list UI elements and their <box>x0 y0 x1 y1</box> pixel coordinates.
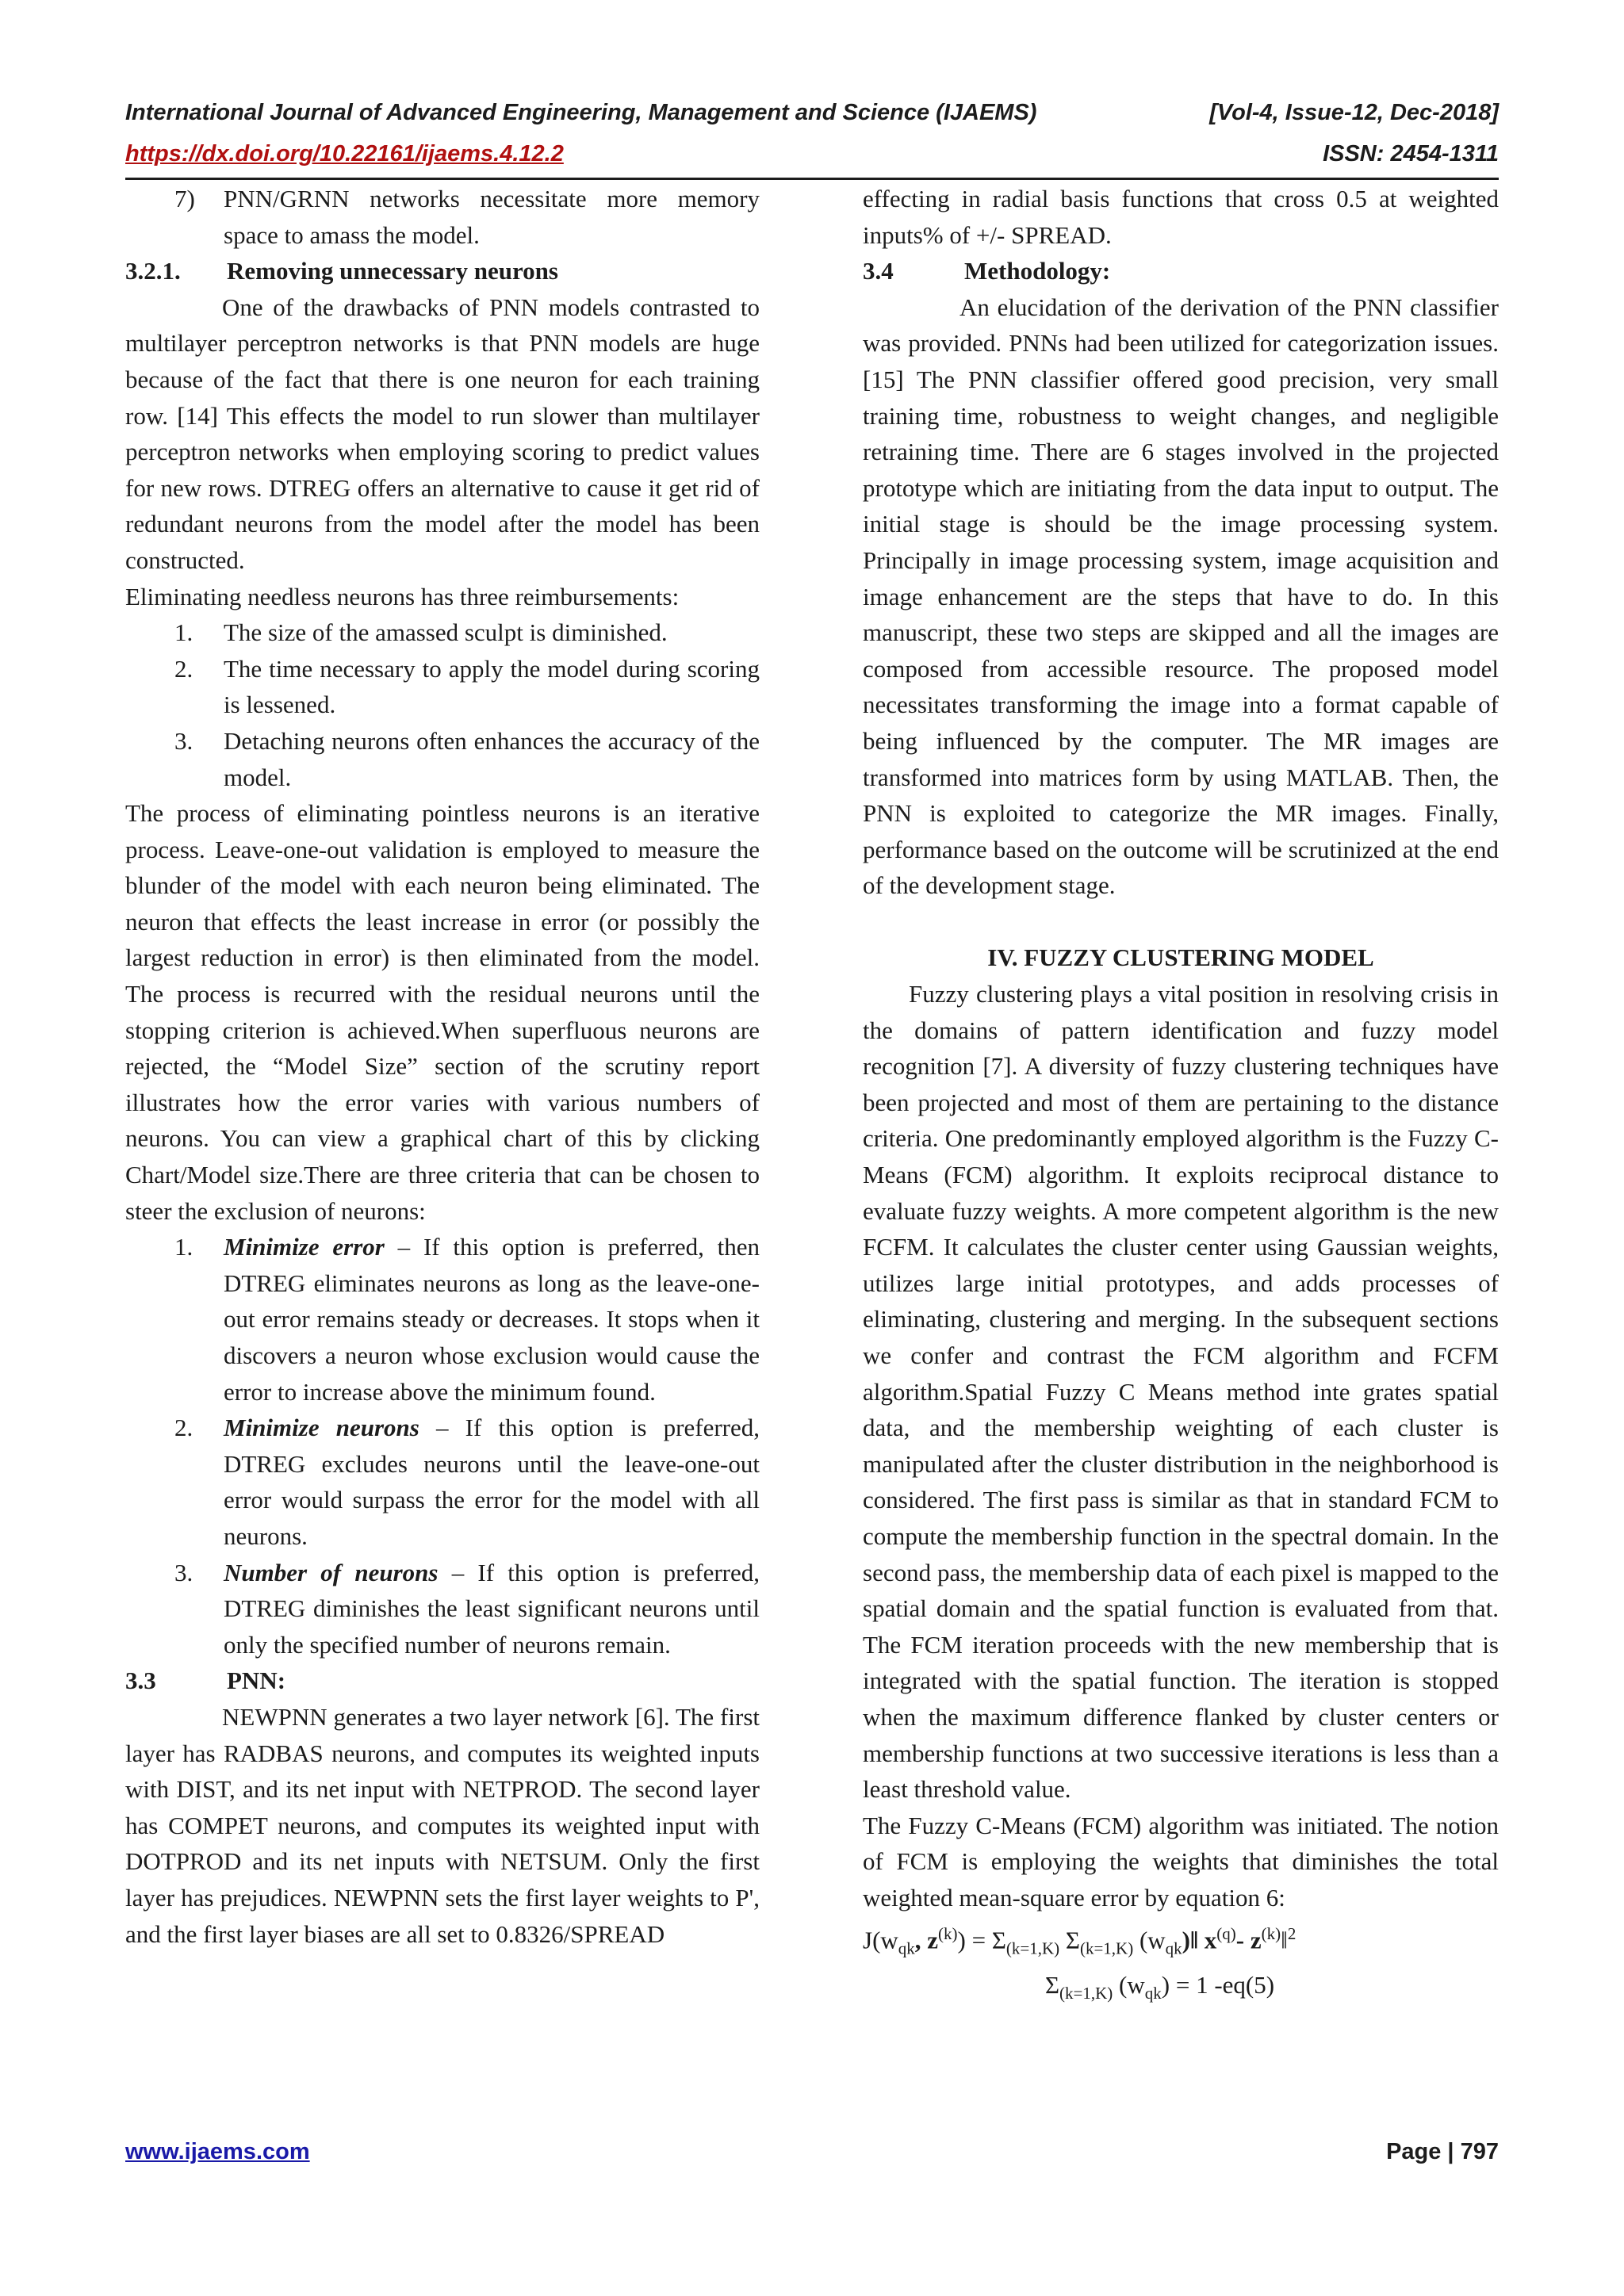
header-rule <box>125 178 1499 180</box>
criteria-list <box>125 1229 760 1663</box>
doi-link[interactable]: https://dx.doi.org/10.22161/ijaems.4.12.2 <box>125 141 564 166</box>
paragraph: An elucidation of the derivation of the PNN classifier was provided. PNNs had been utilized for categorization issues.[15] The PNN classifier offered good precision, very small training time, robustness to weight changes, and negligible retraining time. There are 6 stages involved in the projected prototype which are initiating from the data input to output. The initial stage is should be the image processing system. Principally in image processing system, image acquisition and image enhancement are the steps that have to do. In this manuscript, these two steps are skipped and all the images are composed from accessible resource. The proposed model necessitates transforming the image into a format capable of being influenced by the computer. The MR images are transformed into matrices form by using MATLAB. Then, the PNN is exploited to categorize the MR images. Finally, performance based on the outcome will be scrutinized at the end of the development stage. <box>863 293 1499 900</box>
running-header-second-line <box>125 141 1499 173</box>
page-number: Page | 797 <box>1386 2139 1499 2164</box>
running-header <box>125 100 1499 132</box>
section-heading-3-4: 3.4 Methodology: <box>863 257 1111 285</box>
paragraph: The process of eliminating pointless neurons is an iterative process. Leave-one-out validation is employed to measure the blunder of the model with each neuron being eliminated. The neuron that effects the least increase in error (or possibly the largest reduction in error) is then eliminated from the model. The process is recurred with the residual neurons until the stopping criterion is achieved.When superfluous neurons are rejected, the “Model Size” section of the scrutiny report illustrates how the error varies with various numbers of neurons. You can view a graphical chart of this by clicking Chart/Model size.There are three criteria that can be chosen to steer the exclusion of neurons: <box>125 799 760 1225</box>
paragraph: One of the drawbacks of PNN models contrasted to multilayer perceptron networks is that PNN models are huge because of the fact that there is one neuron for each training row. [14] This effects the model to run slower than multilayer perceptron networks when employing scoring to predict values for new rows. DTREG offers an alternative to cause it get rid of redundant neurons from the model after the model has been constructed. <box>125 293 760 574</box>
paragraph: Fuzzy clustering plays a vital position in resolving crisis in the domains of pattern identification and fuzzy model recognition [7]. A diversity of fuzzy clustering techniques have been projected and most of them are pertaining to the distance criteria. One predominantly employed algorithm is the Fuzzy C-Means (FCM) algorithm. It exploits reciprocal distance to evaluate fuzzy weights. A more competent algorithm is the new FCFM. It calculates the cluster center using Gaussian weights, utilizes large initial prototypes, and adds processes of eliminating, clustering and merging. In the subsequent sections we confer and contrast the FCM algorithm and FCFM algorithm.Spatial Fuzzy C Means method inte grates spatial data, and the membership weighting of each cluster is manipulated after the cluster distribution in the neighborhood is considered. The first pass is similar as that in standard FCM to compute the membership function in the spectral domain. In the second pass, the membership data of each pixel is mapped to the spatial domain and the spatial function is evaluated from that. The FCM iteration proceeds with the new membership that is integrated with the spatial function. The iteration is stopped when the maximum difference flanked by cluster centers or membership functions at two successive iterations is less than a least threshold value. <box>863 980 1499 1804</box>
volume-issue: [Vol-4, Issue-12, Dec-2018] <box>1209 100 1499 125</box>
paragraph: effecting in radial basis functions that cross 0.5 at weighted inputs% of +/- SPREAD. <box>863 185 1499 249</box>
list-item: 2. The time necessary to apply the model during scoring is lessened. <box>174 654 760 719</box>
list-item: 1. Minimize error – If this option is preferred, then DTREG eliminates neurons as long as the leave-one-out error remains steady or decreases. It stops when it discovers a neuron whose exclusion would cause the error to increase above the minimum found. <box>174 1233 760 1406</box>
list-item: 1. The size of the amassed sculpt is diminished. <box>174 618 668 647</box>
paragraph: The Fuzzy C-Means (FCM) algorithm was initiated. The notion of FCM is employing the weights that diminishes the total weighted mean-square error by equation 6: <box>863 1811 1499 1911</box>
section-heading-3-2-1: 3.2.1. Removing unnecessary neurons <box>125 257 558 285</box>
equation-5: $\Sigma_{(k=1,K)}$ $(w_{qk}) = 1$ -eq(5) <box>1045 1970 1275 2003</box>
left-column <box>125 181 760 1952</box>
website-link[interactable]: www.ijaems.com <box>125 2139 310 2164</box>
benefits-list <box>125 614 760 795</box>
paragraph: Eliminating needless neurons has three reimbursements: <box>125 582 680 610</box>
journal-title: International Journal of Advanced Engineering, Management and Science (IJAEMS) <box>125 100 1037 125</box>
issn: ISSN: 2454-1311 <box>1323 141 1499 166</box>
list-item: 3. Number of neurons – If this option is preferred, DTREG diminishes the least significant neurons until only the specified number of neurons remain. <box>174 1558 760 1659</box>
list-item: 3. Detaching neurons often enhances the accuracy of the model. <box>174 726 760 791</box>
right-column <box>863 181 1499 2011</box>
spacer <box>863 904 1499 940</box>
list-item: 7) PNN/GRNN networks necessitate more memory space to amass the model. <box>174 185 760 249</box>
paragraph: NEWPNN generates a two layer network [6]. The first layer has RADBAS neurons, and computes its weighted inputs with DIST, and its net input with NETPROD. The second layer has COMPET neurons, and computes its weighted input with DOTPROD and its net inputs with NETSUM. Only the first layer has prejudices. NEWPNN sets the first layer weights to P', and the first layer biases are all set to 0.8326/SPREAD <box>125 1702 760 1948</box>
section-heading-3-3: 3.3 PNN: <box>125 1667 286 1695</box>
equation-fcm-objective: $J(w_{qk}$, $z^{(k)}) = \Sigma_{(k=1,K)}$ $\Sigma_{(k=1,K)}$ $(w_{qk})‖$ $x^{(q)}-$ $z^{(k)}‖^2$ <box>863 1923 1297 1958</box>
section-heading-iv: IV. FUZZY CLUSTERING MODEL <box>987 943 1374 972</box>
list-item: 2. Minimize neurons – If this option is preferred, DTREG excludes neurons until the leave-one-out error would surpass the error for the model with all neurons. <box>174 1414 760 1550</box>
